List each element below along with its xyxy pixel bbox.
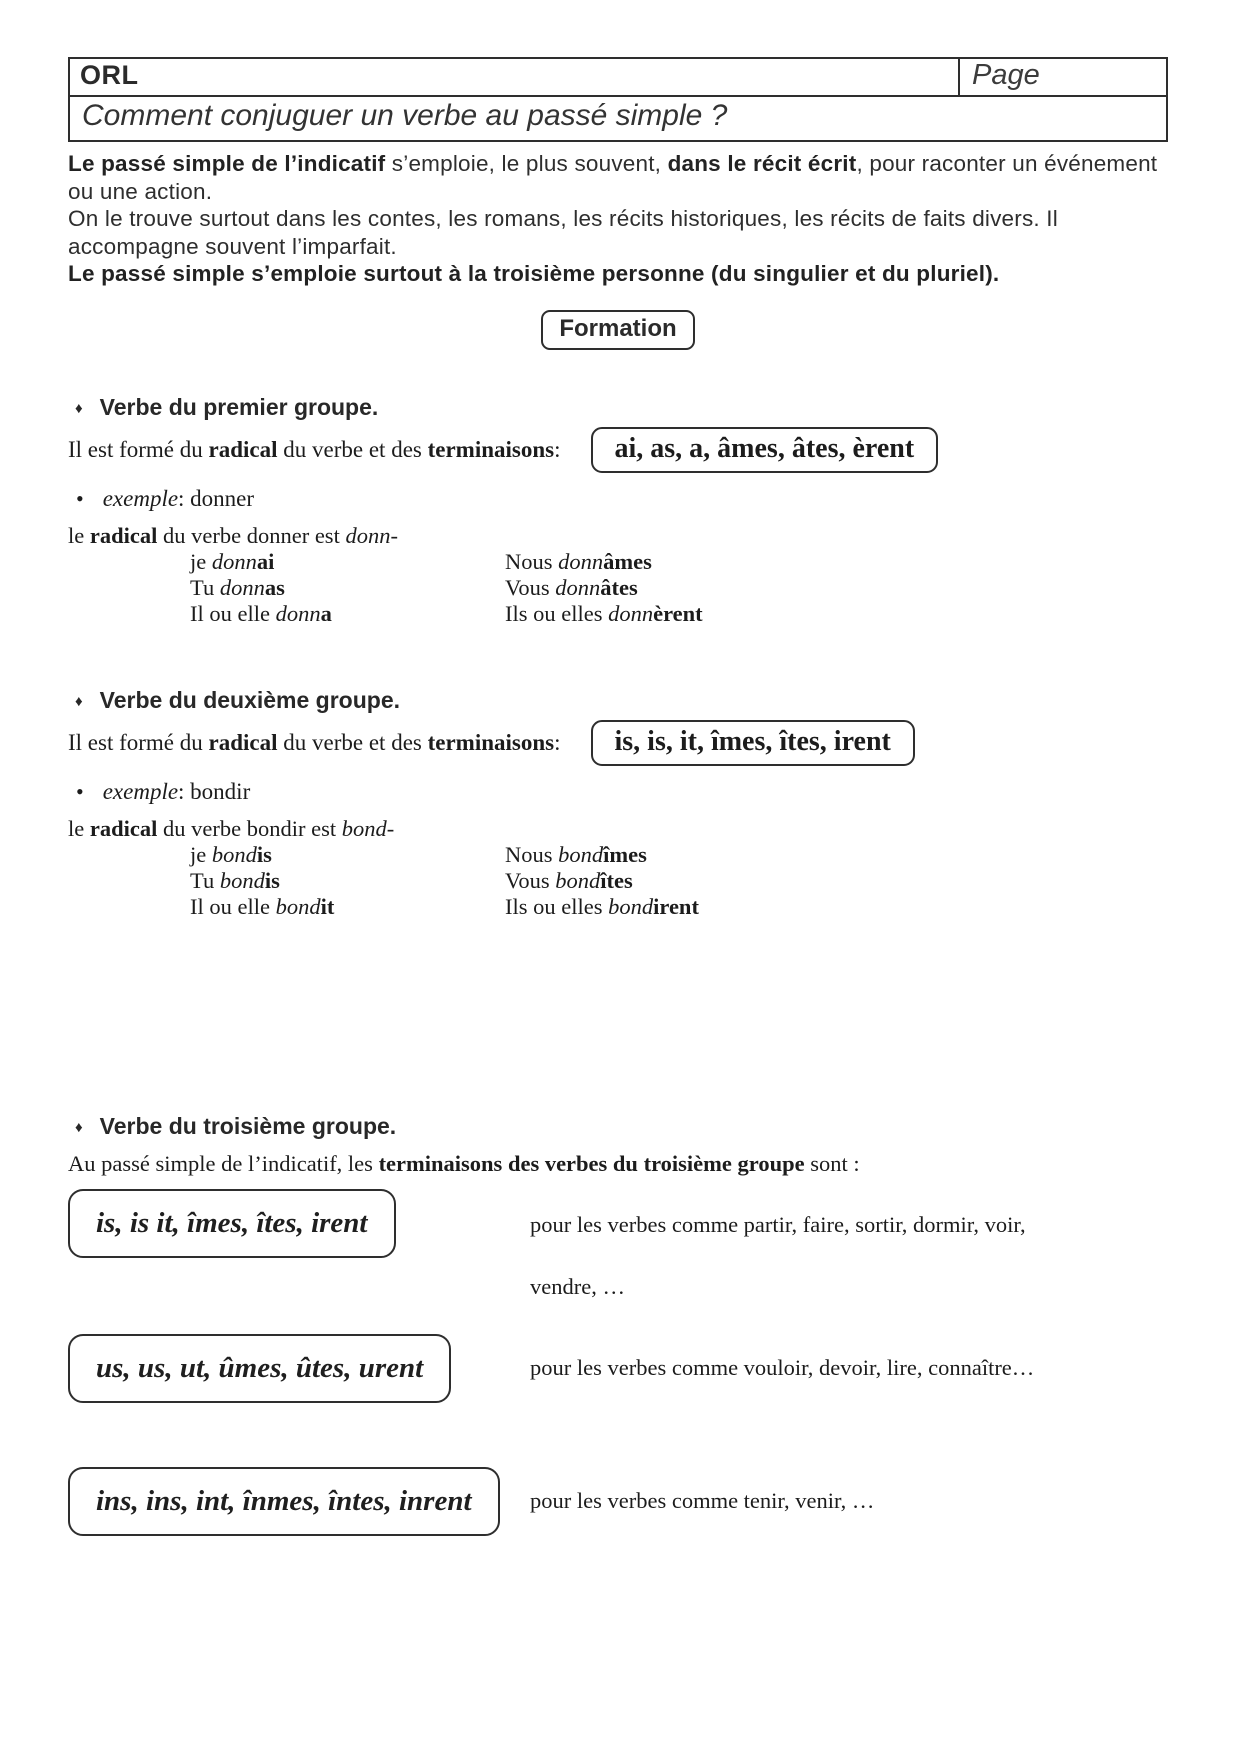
group1-example-line (68, 486, 1168, 512)
conjugation-row: Tu donnas Vous donnâtes (190, 574, 638, 600)
diamond-bullet-icon: ♦ (75, 399, 83, 417)
group1-heading-label: Verbe du premier groupe. (99, 393, 379, 420)
group3-row-us-verbs (68, 1334, 1168, 1403)
intro-text-2: , pour raconter un événement ou une action. (68, 151, 1158, 204)
round-bullet-icon: • (76, 778, 84, 804)
intro-text-1: s’emploie, le plus souvent, (385, 151, 668, 176)
group2-example-line (68, 779, 1168, 805)
group1-intro-line (68, 427, 1168, 473)
group3-intro-line: Au passé simple de l’indicatif, les terminaisons des verbes du troisième groupe sont : (68, 1150, 860, 1176)
group3-endings-box-us: us, us, ut, ûmes, ûtes, urent (68, 1334, 451, 1403)
diamond-bullet-icon: ♦ (75, 692, 83, 710)
group2-heading (68, 687, 1168, 714)
example-verb: : bondir (178, 778, 251, 804)
group2-heading-label: Verbe du deuxième groupe. (99, 686, 401, 713)
intro-paragraph-1 (68, 150, 1168, 205)
intro-paragraphs (68, 150, 1168, 288)
group3-row-ir-verbs (68, 1189, 1168, 1318)
example-verb: : donner (178, 485, 255, 511)
group3-desc-ins: pour les verbes comme tenir, venir, … (530, 1488, 875, 1513)
group3-endings-box-is: is, is it, îmes, îtes, irent (68, 1189, 396, 1258)
page-label: Page (958, 59, 1166, 95)
example-label: exemple (102, 778, 179, 804)
example-label: exemple (102, 485, 179, 511)
group1-endings-box: ai, as, a, âmes, âtes, èrent (591, 427, 939, 473)
group3-heading (68, 1113, 1168, 1140)
header-row-top (70, 59, 1166, 97)
intro-bold-3: Le passé simple s’emploie surtout à la troisième personne (du singulier et du pluriel). (68, 261, 1000, 286)
group2-radical-line: le radical du verbe bondir est bond- (68, 815, 395, 841)
course-label: ORL (80, 60, 139, 90)
diamond-bullet-icon: ♦ (75, 1118, 83, 1136)
group2-intro-text: Il est formé du radical du verbe et des terminaisons: (68, 729, 561, 755)
group2-conjugation-table (190, 842, 1168, 920)
group1-intro-text: Il est formé du radical du verbe et des terminaisons: (68, 436, 561, 462)
conjugation-row: je bondis Nous bondîmes (190, 841, 647, 867)
formation-badge-wrap (68, 310, 1168, 350)
group3-desc-is: pour les verbes comme partir, faire, sortir, dormir, voir, vendre, … (530, 1211, 1026, 1299)
group2-intro-line (68, 720, 1168, 766)
document-title: Comment conjuguer un verbe au passé simple ? (82, 99, 728, 132)
group1-conjugation-table (190, 549, 1168, 627)
round-bullet-icon: • (76, 485, 84, 511)
group3-heading-label: Verbe du troisième groupe. (99, 1112, 397, 1139)
group3-desc-us: pour les verbes comme vouloir, devoir, lire, connaître… (530, 1355, 1035, 1380)
conjugation-row: Il ou elle donna Ils ou elles donnèrent (190, 600, 703, 626)
intro-bold-2: dans le récit écrit (667, 151, 857, 176)
intro-paragraph-2: On le trouve surtout dans les contes, les romans, les récits historiques, les récits de faits divers. Il accompagne souvent l’imparfait. (68, 206, 1058, 259)
header-table (68, 57, 1168, 142)
conjugation-row: je donnai Nous donnâmes (190, 548, 652, 574)
formation-badge: Formation (541, 310, 694, 350)
conjugation-row: Il ou elle bondit Ils ou elles bondirent (190, 893, 699, 919)
group2-endings-box: is, is, it, îmes, îtes, irent (591, 720, 915, 766)
intro-paragraph-3 (68, 260, 1168, 288)
conjugation-row: Tu bondis Vous bondîtes (190, 867, 633, 893)
group3-row-ins-verbs (68, 1467, 1168, 1536)
intro-bold-1: Le passé simple de l’indicatif (68, 151, 386, 176)
group1-heading (68, 394, 1168, 421)
group1-radical-line: le radical du verbe donner est donn- (68, 522, 398, 548)
group3-endings-box-ins: ins, ins, int, înmes, întes, inrent (68, 1467, 500, 1536)
